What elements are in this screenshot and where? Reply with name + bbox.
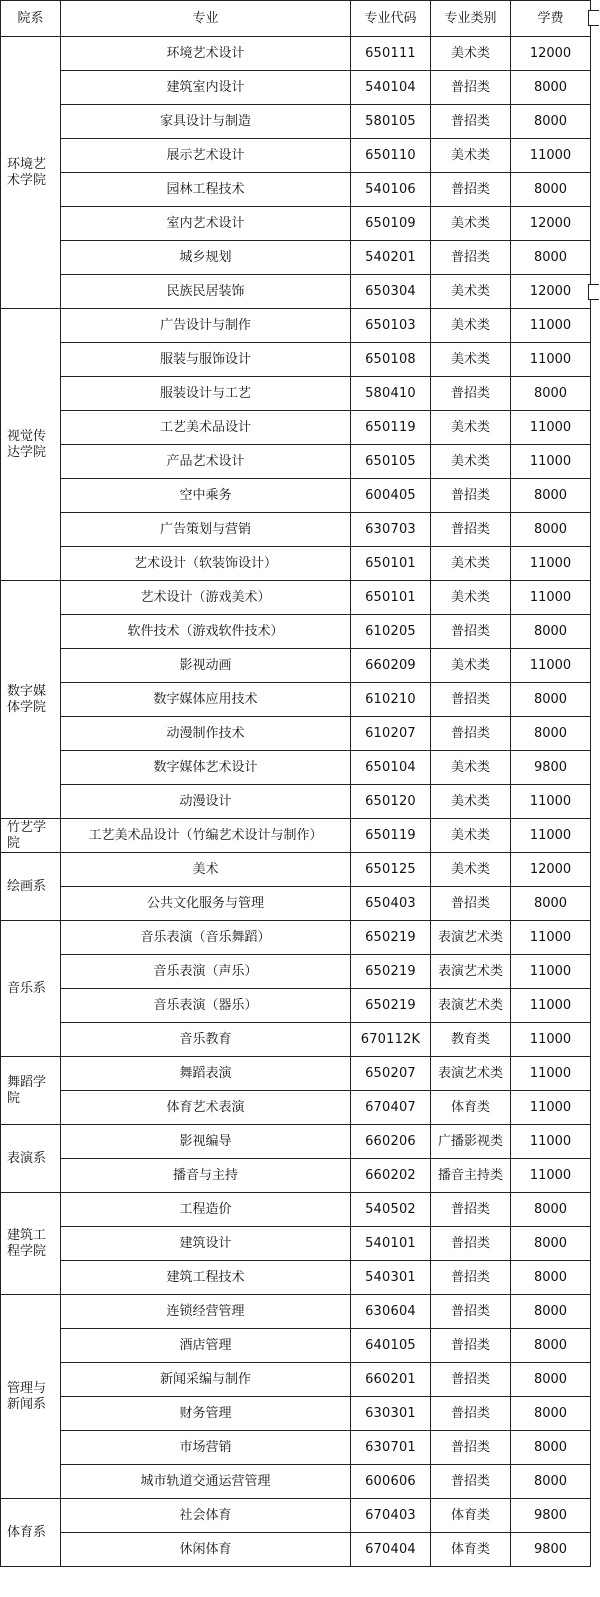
category-cell: 表演艺术类 bbox=[431, 955, 511, 989]
code-cell: 540101 bbox=[351, 1227, 431, 1261]
major-cell: 动漫制作技术 bbox=[61, 717, 351, 751]
code-cell: 540301 bbox=[351, 1261, 431, 1295]
major-cell: 园林工程技术 bbox=[61, 173, 351, 207]
major-cell: 建筑工程技术 bbox=[61, 1261, 351, 1295]
dept-cell bbox=[1, 309, 61, 581]
table-row bbox=[1, 785, 591, 819]
table-row bbox=[1, 853, 591, 887]
code-cell: 670404 bbox=[351, 1533, 431, 1567]
major-cell: 工艺美术品设计 bbox=[61, 411, 351, 445]
dept-cell bbox=[1, 37, 61, 309]
dept-cell bbox=[1, 1499, 61, 1567]
table-row bbox=[1, 105, 591, 139]
major-cell: 城市轨道交通运营管理 bbox=[61, 1465, 351, 1499]
code-cell: 660202 bbox=[351, 1159, 431, 1193]
table-row bbox=[1, 1193, 591, 1227]
fee-cell: 8000 bbox=[511, 105, 591, 139]
code-cell: 660201 bbox=[351, 1363, 431, 1397]
category-cell: 普招类 bbox=[431, 1363, 511, 1397]
table-row bbox=[1, 547, 591, 581]
header-code: 专业代码 bbox=[351, 1, 431, 37]
dept-cell bbox=[1, 1295, 61, 1499]
table-row bbox=[1, 377, 591, 411]
code-cell: 650219 bbox=[351, 989, 431, 1023]
table-row bbox=[1, 309, 591, 343]
category-cell: 普招类 bbox=[431, 377, 511, 411]
category-cell: 普招类 bbox=[431, 241, 511, 275]
table-body bbox=[1, 37, 591, 1567]
category-cell: 表演艺术类 bbox=[431, 1057, 511, 1091]
category-cell: 美术类 bbox=[431, 207, 511, 241]
fee-cell: 12000 bbox=[511, 37, 591, 71]
category-cell: 普招类 bbox=[431, 1261, 511, 1295]
major-cell: 展示艺术设计 bbox=[61, 139, 351, 173]
fee-cell: 11000 bbox=[511, 1091, 591, 1125]
fee-cell: 11000 bbox=[511, 785, 591, 819]
major-cell: 动漫设计 bbox=[61, 785, 351, 819]
major-cell: 影视编导 bbox=[61, 1125, 351, 1159]
category-cell: 美术类 bbox=[431, 445, 511, 479]
table-row bbox=[1, 1057, 591, 1091]
category-cell: 普招类 bbox=[431, 1465, 511, 1499]
category-cell: 体育类 bbox=[431, 1499, 511, 1533]
fee-cell: 8000 bbox=[511, 717, 591, 751]
major-cell: 服装设计与工艺 bbox=[61, 377, 351, 411]
category-cell: 美术类 bbox=[431, 785, 511, 819]
table-row bbox=[1, 173, 591, 207]
dept-cell bbox=[1, 581, 61, 819]
major-cell: 环境艺术设计 bbox=[61, 37, 351, 71]
fee-cell: 12000 bbox=[511, 275, 591, 309]
category-cell: 普招类 bbox=[431, 1397, 511, 1431]
fee-cell: 11000 bbox=[511, 921, 591, 955]
table-row bbox=[1, 37, 591, 71]
category-cell: 普招类 bbox=[431, 1431, 511, 1465]
fee-cell: 8000 bbox=[511, 1397, 591, 1431]
code-cell: 650104 bbox=[351, 751, 431, 785]
category-cell: 美术类 bbox=[431, 139, 511, 173]
category-cell: 美术类 bbox=[431, 275, 511, 309]
fee-cell: 11000 bbox=[511, 1057, 591, 1091]
header-category: 专业类别 bbox=[431, 1, 511, 37]
category-cell: 普招类 bbox=[431, 1329, 511, 1363]
fee-cell: 8000 bbox=[511, 1261, 591, 1295]
fee-cell: 11000 bbox=[511, 955, 591, 989]
major-cell: 建筑室内设计 bbox=[61, 71, 351, 105]
category-cell: 普招类 bbox=[431, 887, 511, 921]
major-cell: 民族民居装饰 bbox=[61, 275, 351, 309]
major-cell: 数字媒体艺术设计 bbox=[61, 751, 351, 785]
dept-label: 环境艺术学院 bbox=[7, 156, 47, 188]
code-cell: 630604 bbox=[351, 1295, 431, 1329]
code-cell: 650105 bbox=[351, 445, 431, 479]
code-cell: 670407 bbox=[351, 1091, 431, 1125]
category-cell: 美术类 bbox=[431, 581, 511, 615]
code-cell: 650119 bbox=[351, 819, 431, 853]
major-cell: 休闲体育 bbox=[61, 1533, 351, 1567]
table-row bbox=[1, 207, 591, 241]
dept-label: 竹艺学院 bbox=[7, 819, 47, 851]
table-row bbox=[1, 615, 591, 649]
major-cell: 市场营销 bbox=[61, 1431, 351, 1465]
category-cell: 体育类 bbox=[431, 1091, 511, 1125]
major-cell: 工艺美术品设计（竹编艺术设计与制作） bbox=[61, 819, 351, 853]
dept-cell bbox=[1, 1125, 61, 1193]
code-cell: 540104 bbox=[351, 71, 431, 105]
table-row bbox=[1, 751, 591, 785]
table-row bbox=[1, 1499, 591, 1533]
fee-cell: 11000 bbox=[511, 1125, 591, 1159]
header-major: 专业 bbox=[61, 1, 351, 37]
category-cell: 普招类 bbox=[431, 105, 511, 139]
fee-cell: 8000 bbox=[511, 887, 591, 921]
code-cell: 650120 bbox=[351, 785, 431, 819]
dept-cell bbox=[1, 853, 61, 921]
fee-cell: 8000 bbox=[511, 1465, 591, 1499]
table-row bbox=[1, 71, 591, 105]
major-cell: 建筑设计 bbox=[61, 1227, 351, 1261]
dept-cell bbox=[1, 921, 61, 1057]
code-cell: 610205 bbox=[351, 615, 431, 649]
dept-label: 建筑工程学院 bbox=[7, 1227, 47, 1259]
fee-cell: 11000 bbox=[511, 139, 591, 173]
major-cell: 财务管理 bbox=[61, 1397, 351, 1431]
fee-cell: 8000 bbox=[511, 1329, 591, 1363]
category-cell: 普招类 bbox=[431, 173, 511, 207]
major-cell: 艺术设计（软装饰设计） bbox=[61, 547, 351, 581]
fee-cell: 9800 bbox=[511, 751, 591, 785]
fee-cell: 9800 bbox=[511, 1499, 591, 1533]
major-cell: 美术 bbox=[61, 853, 351, 887]
major-cell: 艺术设计（游戏美术） bbox=[61, 581, 351, 615]
major-cell: 广告策划与营销 bbox=[61, 513, 351, 547]
edge-fragment bbox=[588, 10, 599, 26]
table-row bbox=[1, 1329, 591, 1363]
code-cell: 610210 bbox=[351, 683, 431, 717]
code-cell: 660209 bbox=[351, 649, 431, 683]
header-fee: 学费 bbox=[511, 1, 591, 37]
category-cell: 播音主持类 bbox=[431, 1159, 511, 1193]
category-cell: 美术类 bbox=[431, 309, 511, 343]
major-cell: 音乐教育 bbox=[61, 1023, 351, 1057]
major-cell: 酒店管理 bbox=[61, 1329, 351, 1363]
header-row bbox=[1, 1, 591, 37]
code-cell: 650108 bbox=[351, 343, 431, 377]
major-cell: 产品艺术设计 bbox=[61, 445, 351, 479]
category-cell: 美术类 bbox=[431, 37, 511, 71]
code-cell: 600606 bbox=[351, 1465, 431, 1499]
code-cell: 650403 bbox=[351, 887, 431, 921]
code-cell: 670403 bbox=[351, 1499, 431, 1533]
table-row bbox=[1, 1397, 591, 1431]
dept-cell bbox=[1, 819, 61, 853]
table-row bbox=[1, 1091, 591, 1125]
code-cell: 600405 bbox=[351, 479, 431, 513]
dept-label: 绘画系 bbox=[7, 878, 47, 894]
fee-cell: 8000 bbox=[511, 615, 591, 649]
code-cell: 650119 bbox=[351, 411, 431, 445]
major-cell: 服装与服饰设计 bbox=[61, 343, 351, 377]
major-cell: 音乐表演（声乐） bbox=[61, 955, 351, 989]
code-cell: 650110 bbox=[351, 139, 431, 173]
code-cell: 630701 bbox=[351, 1431, 431, 1465]
table-row bbox=[1, 479, 591, 513]
code-cell: 650101 bbox=[351, 547, 431, 581]
category-cell: 体育类 bbox=[431, 1533, 511, 1567]
fee-cell: 8000 bbox=[511, 241, 591, 275]
table-row bbox=[1, 1227, 591, 1261]
major-cell: 音乐表演（音乐舞蹈） bbox=[61, 921, 351, 955]
major-cell: 广告设计与制作 bbox=[61, 309, 351, 343]
code-cell: 650207 bbox=[351, 1057, 431, 1091]
code-cell: 650109 bbox=[351, 207, 431, 241]
fee-cell: 11000 bbox=[511, 1023, 591, 1057]
table-row bbox=[1, 649, 591, 683]
code-cell: 650101 bbox=[351, 581, 431, 615]
code-cell: 610207 bbox=[351, 717, 431, 751]
code-cell: 540106 bbox=[351, 173, 431, 207]
table-row bbox=[1, 887, 591, 921]
fee-cell: 11000 bbox=[511, 411, 591, 445]
table-row bbox=[1, 1533, 591, 1567]
category-cell: 普招类 bbox=[431, 1193, 511, 1227]
table-row bbox=[1, 343, 591, 377]
fee-cell: 11000 bbox=[511, 819, 591, 853]
table-row bbox=[1, 989, 591, 1023]
major-cell: 新闻采编与制作 bbox=[61, 1363, 351, 1397]
code-cell: 650219 bbox=[351, 955, 431, 989]
fee-cell: 8000 bbox=[511, 377, 591, 411]
table-row bbox=[1, 1295, 591, 1329]
fee-cell: 11000 bbox=[511, 309, 591, 343]
table-row bbox=[1, 411, 591, 445]
table-row bbox=[1, 1363, 591, 1397]
table-row bbox=[1, 819, 591, 853]
fee-cell: 11000 bbox=[511, 547, 591, 581]
dept-label: 表演系 bbox=[7, 1150, 47, 1166]
fee-cell: 8000 bbox=[511, 479, 591, 513]
major-cell: 工程造价 bbox=[61, 1193, 351, 1227]
major-cell: 软件技术（游戏软件技术） bbox=[61, 615, 351, 649]
dept-label: 音乐系 bbox=[7, 980, 47, 996]
category-cell: 普招类 bbox=[431, 479, 511, 513]
fee-cell: 8000 bbox=[511, 1227, 591, 1261]
table-row bbox=[1, 717, 591, 751]
fee-cell: 11000 bbox=[511, 989, 591, 1023]
fee-cell: 8000 bbox=[511, 1431, 591, 1465]
header-dept: 院系 bbox=[1, 1, 61, 37]
code-cell: 670112K bbox=[351, 1023, 431, 1057]
fee-cell: 8000 bbox=[511, 1295, 591, 1329]
major-cell: 空中乘务 bbox=[61, 479, 351, 513]
dept-label: 体育系 bbox=[7, 1524, 47, 1540]
table-row bbox=[1, 445, 591, 479]
category-cell: 教育类 bbox=[431, 1023, 511, 1057]
fee-cell: 11000 bbox=[511, 343, 591, 377]
table-row bbox=[1, 1159, 591, 1193]
category-cell: 美术类 bbox=[431, 547, 511, 581]
fee-cell: 8000 bbox=[511, 683, 591, 717]
category-cell: 普招类 bbox=[431, 1295, 511, 1329]
code-cell: 630703 bbox=[351, 513, 431, 547]
fee-cell: 8000 bbox=[511, 1363, 591, 1397]
code-cell: 650103 bbox=[351, 309, 431, 343]
category-cell: 表演艺术类 bbox=[431, 989, 511, 1023]
major-cell: 室内艺术设计 bbox=[61, 207, 351, 241]
category-cell: 普招类 bbox=[431, 1227, 511, 1261]
category-cell: 美术类 bbox=[431, 343, 511, 377]
table-row bbox=[1, 513, 591, 547]
table-row bbox=[1, 581, 591, 615]
dept-label: 视觉传达学院 bbox=[7, 428, 47, 460]
code-cell: 630301 bbox=[351, 1397, 431, 1431]
table-row bbox=[1, 1431, 591, 1465]
table-row bbox=[1, 955, 591, 989]
code-cell: 650304 bbox=[351, 275, 431, 309]
major-cell: 公共文化服务与管理 bbox=[61, 887, 351, 921]
fee-cell: 9800 bbox=[511, 1533, 591, 1567]
table-row bbox=[1, 275, 591, 309]
code-cell: 540502 bbox=[351, 1193, 431, 1227]
major-cell: 城乡规划 bbox=[61, 241, 351, 275]
fee-cell: 8000 bbox=[511, 513, 591, 547]
fee-cell: 11000 bbox=[511, 1159, 591, 1193]
major-cell: 连锁经营管理 bbox=[61, 1295, 351, 1329]
category-cell: 美术类 bbox=[431, 649, 511, 683]
major-cell: 家具设计与制造 bbox=[61, 105, 351, 139]
code-cell: 640105 bbox=[351, 1329, 431, 1363]
code-cell: 660206 bbox=[351, 1125, 431, 1159]
code-cell: 650111 bbox=[351, 37, 431, 71]
table-row bbox=[1, 1465, 591, 1499]
category-cell: 美术类 bbox=[431, 751, 511, 785]
dept-cell bbox=[1, 1057, 61, 1125]
category-cell: 普招类 bbox=[431, 717, 511, 751]
category-cell: 美术类 bbox=[431, 411, 511, 445]
table-row bbox=[1, 921, 591, 955]
major-cell: 播音与主持 bbox=[61, 1159, 351, 1193]
code-cell: 540201 bbox=[351, 241, 431, 275]
fee-cell: 11000 bbox=[511, 445, 591, 479]
major-cell: 社会体育 bbox=[61, 1499, 351, 1533]
code-cell: 580105 bbox=[351, 105, 431, 139]
fee-cell: 8000 bbox=[511, 173, 591, 207]
code-cell: 650219 bbox=[351, 921, 431, 955]
fee-cell: 8000 bbox=[511, 71, 591, 105]
table-row bbox=[1, 683, 591, 717]
category-cell: 表演艺术类 bbox=[431, 921, 511, 955]
table-row bbox=[1, 1023, 591, 1057]
category-cell: 普招类 bbox=[431, 71, 511, 105]
major-cell: 数字媒体应用技术 bbox=[61, 683, 351, 717]
code-cell: 650125 bbox=[351, 853, 431, 887]
edge-fragment bbox=[588, 284, 599, 300]
major-cell: 体育艺术表演 bbox=[61, 1091, 351, 1125]
category-cell: 普招类 bbox=[431, 683, 511, 717]
category-cell: 普招类 bbox=[431, 513, 511, 547]
fee-cell: 12000 bbox=[511, 853, 591, 887]
fee-cell: 11000 bbox=[511, 649, 591, 683]
category-cell: 普招类 bbox=[431, 615, 511, 649]
dept-cell bbox=[1, 1193, 61, 1295]
dept-label: 舞蹈学院 bbox=[7, 1074, 47, 1106]
major-cell: 音乐表演（器乐） bbox=[61, 989, 351, 1023]
table-row bbox=[1, 241, 591, 275]
dept-label: 管理与新闻系 bbox=[7, 1380, 47, 1412]
category-cell: 美术类 bbox=[431, 853, 511, 887]
category-cell: 美术类 bbox=[431, 819, 511, 853]
fee-cell: 8000 bbox=[511, 1193, 591, 1227]
category-cell: 广播影视类 bbox=[431, 1125, 511, 1159]
dept-label: 数字媒体学院 bbox=[7, 683, 47, 715]
fee-cell: 11000 bbox=[511, 581, 591, 615]
table-row bbox=[1, 1125, 591, 1159]
table-row bbox=[1, 139, 591, 173]
fee-cell: 12000 bbox=[511, 207, 591, 241]
table-row bbox=[1, 1261, 591, 1295]
major-cell: 影视动画 bbox=[61, 649, 351, 683]
major-cell: 舞蹈表演 bbox=[61, 1057, 351, 1091]
code-cell: 580410 bbox=[351, 377, 431, 411]
